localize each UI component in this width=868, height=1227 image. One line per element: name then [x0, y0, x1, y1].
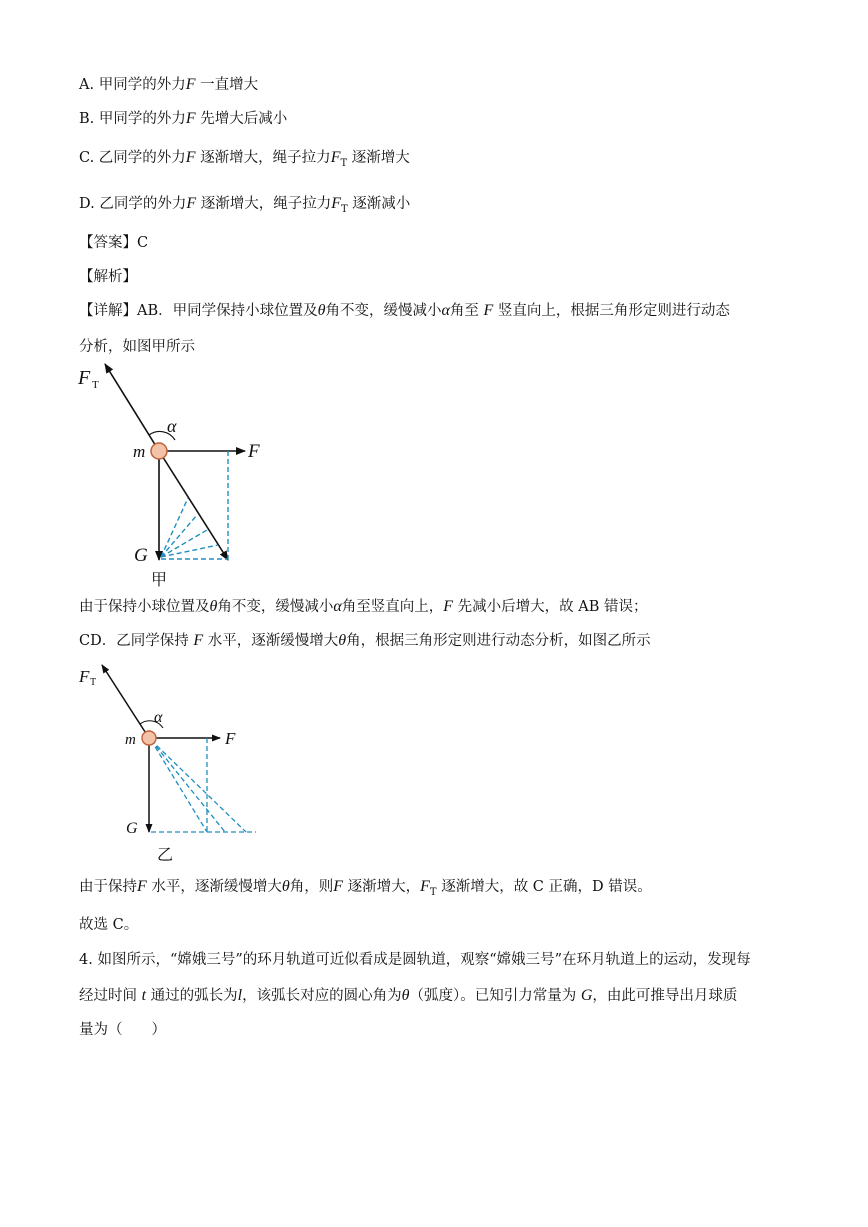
m-label: m	[133, 442, 146, 461]
figure-caption: 乙	[157, 847, 174, 864]
ft-label: F	[78, 367, 91, 389]
option-c: C. 乙同学的外力F 逐渐增大，绳子拉力$F_T$ 逐渐增大	[79, 149, 410, 169]
option-b: B. 甲同学的外力F 先增大后减小	[79, 110, 288, 127]
dashed-line	[151, 740, 225, 832]
alpha-label: α	[154, 709, 163, 726]
final-choice: 故选 C。	[79, 917, 139, 933]
detail-line-1: 【详解】AB．甲同学保持小球位置及θ角不变，缓慢减小α角至 F 竖直向上，根据三角形定则进行动态	[79, 302, 730, 319]
force-diagram-jia	[70, 360, 290, 592]
dashed-line	[161, 530, 207, 557]
g-label: G	[126, 820, 138, 837]
alpha-label: α	[167, 416, 177, 436]
answer-line: 【答案】C	[79, 235, 149, 251]
question4-line-3: 量为（ ）	[79, 1022, 166, 1038]
option-a: A. 甲同学的外力F 一直增大	[79, 76, 259, 93]
cd-intro: CD．乙同学保持 F 水平，逐渐缓慢增大θ角，根据三角形定则进行动态分析，如图乙所示	[79, 632, 651, 649]
figure-caption: 甲	[151, 572, 168, 589]
jia-conclusion: 由于保持小球位置及θ角不变，缓慢减小α角至竖直向上，F 先减小后增大，故 AB 错误；	[79, 598, 648, 615]
ft-label: F	[79, 667, 90, 686]
ft-subscript: T	[92, 379, 99, 391]
force-diagram-yi	[70, 660, 280, 865]
dashed-line	[161, 515, 197, 557]
f-label: F	[248, 441, 260, 462]
ft-vector	[102, 665, 149, 738]
ball	[142, 731, 156, 745]
analysis-heading: 【解析】	[79, 269, 137, 285]
ball	[151, 443, 167, 459]
f-label: F	[225, 729, 236, 748]
m-label: m	[125, 732, 136, 748]
dashed-line	[161, 545, 218, 557]
resultant-vector	[159, 451, 228, 560]
yi-conclusion: 由于保持F 水平，逐渐缓慢增大θ角，则F 逐渐增大，$F_T$ 逐渐增大，故 C 正确，D 错误。	[79, 878, 652, 898]
option-d: D. 乙同学的外力F 逐渐增大，绳子拉力$F_T$ 逐渐减小	[79, 195, 411, 215]
ft-subscript: T	[90, 677, 97, 688]
question4-line-2: 经过时间 t 通过的弧长为l，该弧长对应的圆心角为θ（弧度）。已知引力常量为 G，由此可推导出月球质	[79, 987, 738, 1004]
detail-line-2: 分析，如图甲所示	[79, 339, 195, 355]
dashed-line	[161, 498, 188, 557]
ft-vector	[105, 364, 159, 451]
g-label: G	[134, 545, 148, 566]
question4-line-1: 4. 如图所示，“嫦娥三号”的环月轨道可近似看成是圆轨道，观察“嫦娥三号”在环月轨道上的运动，发现每	[79, 952, 751, 968]
